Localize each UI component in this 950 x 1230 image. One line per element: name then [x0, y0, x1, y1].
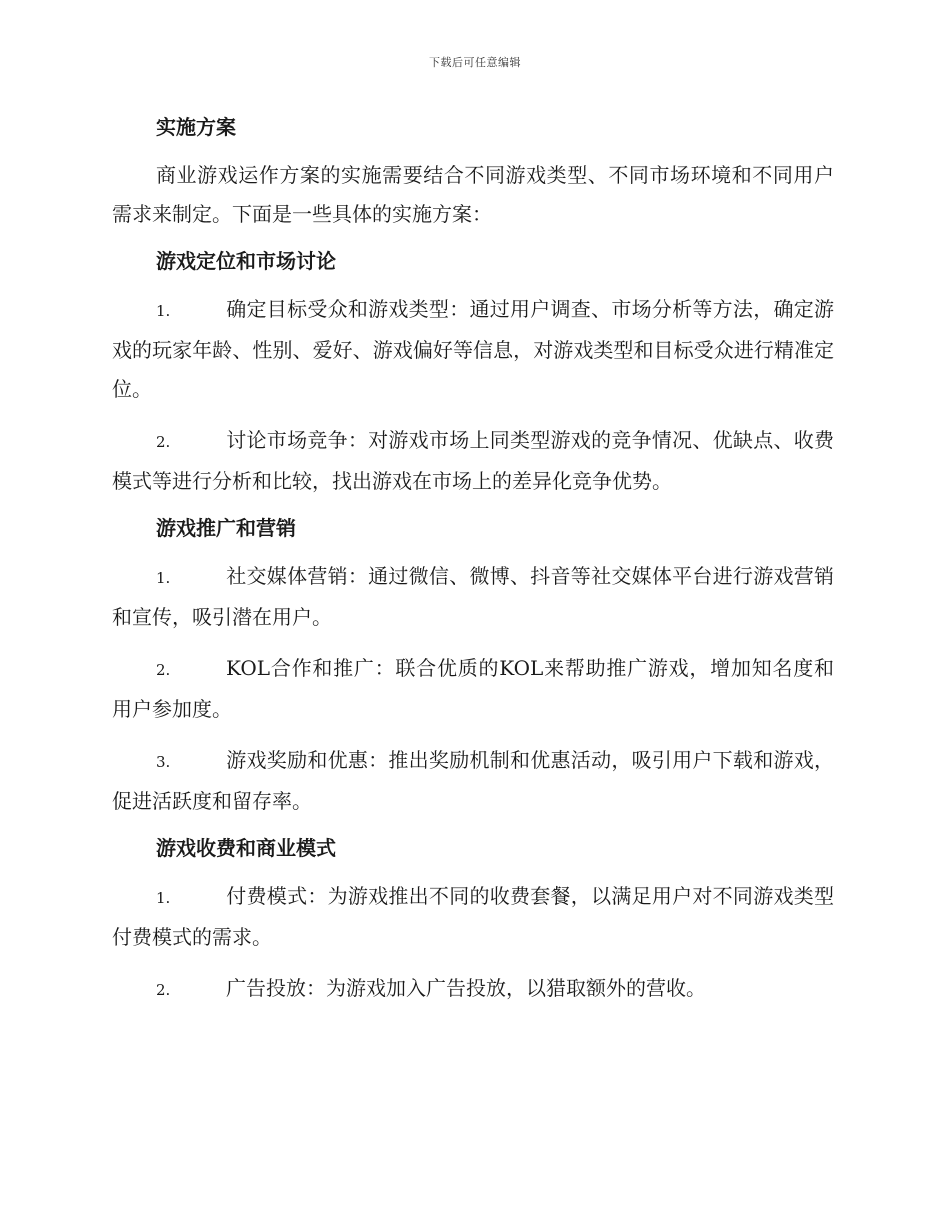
list-item: [112, 290, 834, 409]
list-item: [112, 649, 834, 729]
section-heading: 游戏定位和市场讨论: [156, 249, 336, 273]
list-item-text: 游戏奖励和优惠：推出奖励机制和优惠活动，吸引用户下载和游戏，促进活跃度和留存率。: [112, 748, 834, 813]
list-item-text: 付费模式：为游戏推出不同的收费套餐，以满足用户对不同游戏类型付费模式的需求。: [112, 884, 834, 949]
list-item: [112, 421, 834, 501]
page-header-note: 下载后可任意编辑: [429, 56, 521, 69]
list-item: [112, 877, 834, 957]
list-item-text: 社交媒体营销：通过微信、微博、抖音等社交媒体平台进行游戏营销和宣传，吸引潜在用户。: [112, 564, 834, 629]
list-item-text: KOL合作和推广：联合优质的KOL来帮助推广游戏，增加知名度和用户参加度。: [112, 656, 834, 721]
list-item-number: 2.: [156, 661, 171, 679]
list-item-text: 广告投放：为游戏加入广告投放，以猎取额外的营收。: [226, 976, 706, 1000]
list-item: [112, 741, 834, 821]
document-body: [112, 112, 834, 1010]
list-item: [112, 969, 834, 1010]
list-item-number: 1.: [156, 889, 171, 907]
list-item-text: 讨论市场竞争：对游戏市场上同类型游戏的竞争情况、优缺点、收费模式等进行分析和比较，找出游戏在市场上的差异化竞争优势。: [112, 428, 834, 493]
list-item-number: 2.: [156, 981, 171, 999]
section-heading: 游戏推广和营销: [156, 516, 296, 540]
list-item-number: 3.: [156, 753, 171, 771]
list-item-number: 1.: [156, 302, 171, 320]
list-item-number: 1.: [156, 569, 171, 587]
section-heading: 实施方案: [156, 115, 236, 139]
section-heading: 游戏收费和商业模式: [156, 836, 336, 860]
list-item-number: 2.: [156, 433, 171, 451]
list-item-text: 确定目标受众和游戏类型：通过用户调查、市场分析等方法，确定游戏的玩家年龄、性别、爱好、游戏偏好等信息，对游戏类型和目标受众进行精准定位。: [112, 297, 834, 401]
list-item: [112, 557, 834, 637]
intro-paragraph: 商业游戏运作方案的实施需要结合不同游戏类型、不同市场环境和不同用户需求来制定。下面是一些具体的实施方案：: [112, 163, 834, 226]
